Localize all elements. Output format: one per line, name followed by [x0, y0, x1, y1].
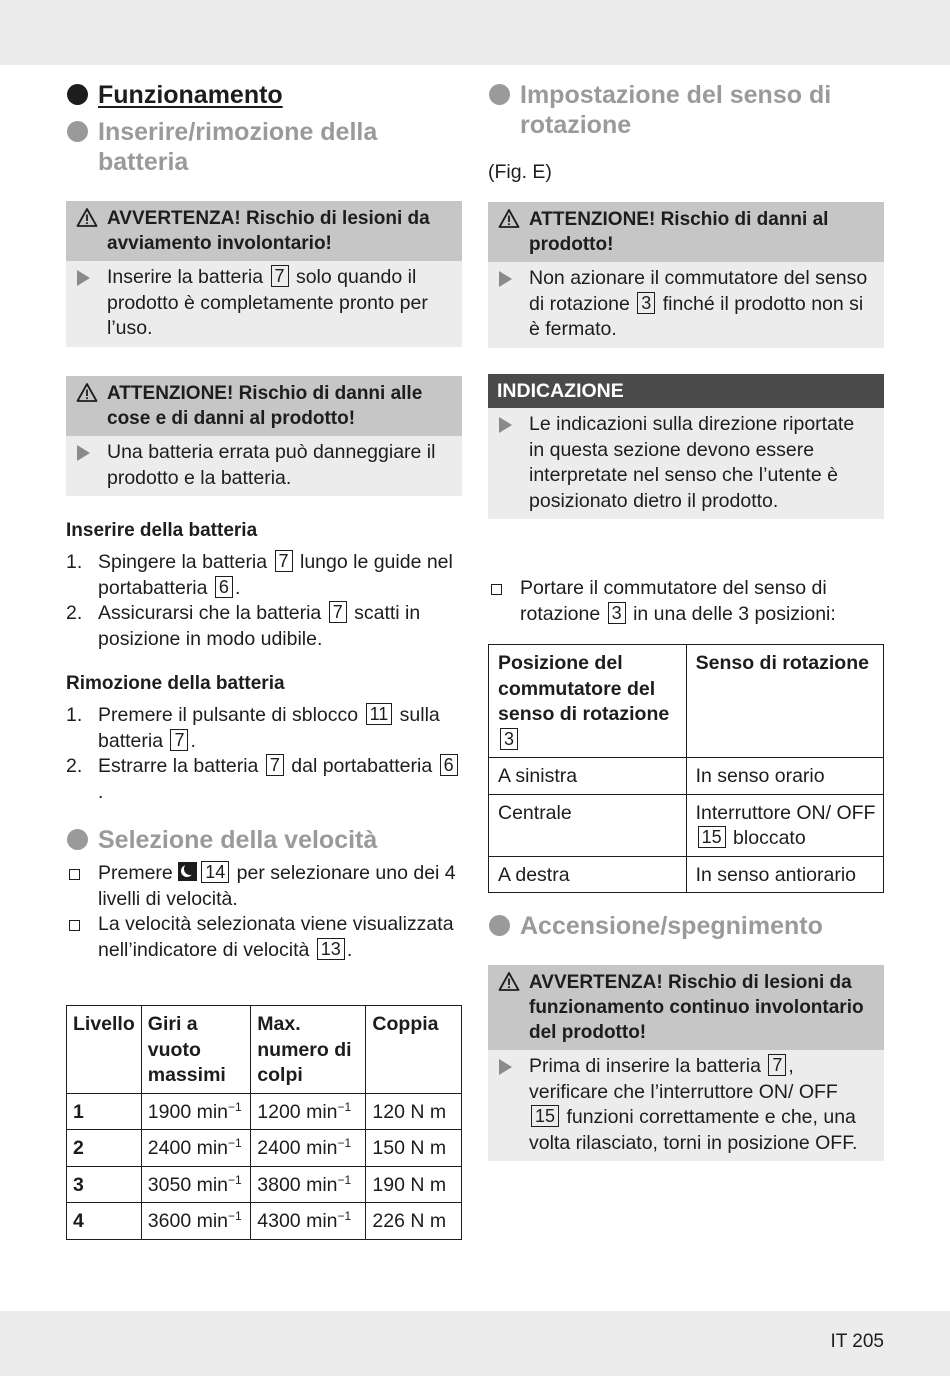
- part-reference: 3: [500, 728, 518, 750]
- section-heading-on-off: Accensione/spegnimento: [488, 911, 884, 941]
- table-cell: 3800 $\min^{-1}$: [251, 1166, 366, 1203]
- top-margin-band: [0, 0, 950, 65]
- table-cell: 4300 $\min^{-1}$: [251, 1203, 366, 1240]
- speed-table: [66, 1005, 462, 1240]
- warning-triangle-icon: [76, 207, 98, 228]
- table-cell: 2400 $\min^{-1}$: [141, 1130, 250, 1167]
- warning-triangle-icon: [498, 971, 520, 992]
- list-item: 2. Estrarre la batteria 7 dal portabatteria 6.: [66, 754, 462, 805]
- warning-box-continuous-operation: [488, 965, 884, 1161]
- table-cell: 190 N m: [366, 1166, 462, 1203]
- part-reference: 7: [266, 754, 284, 776]
- list-item: Portare il commutatore del senso di rotazione 3 in una delle 3 posizioni:: [488, 576, 884, 627]
- subheading-insert-battery: Inserire della batteria: [66, 520, 258, 541]
- warning-box-unintended-start: [66, 201, 462, 347]
- arrow-bullet-icon: [499, 1059, 512, 1075]
- remove-steps-list: [66, 703, 462, 805]
- table-header-cell: Senso di rotazione: [686, 645, 883, 758]
- list-item: 1. Premere il pulsante di sblocco 11 sulla batteria 7 .: [66, 704, 440, 752]
- warning-header: AVVERTENZA! Rischio di lesioni da funzionamento continuo involontario del prodotto!: [488, 965, 884, 1050]
- rotation-steps-list: [488, 576, 884, 627]
- table-cell: Interruttore ON/ OFF 15 bloccato: [686, 794, 883, 856]
- table-row: [67, 1130, 462, 1167]
- note-header: INDICAZIONE: [488, 374, 884, 408]
- bullet-dot-icon: [67, 121, 88, 142]
- warning-triangle-icon: [498, 208, 520, 229]
- bullet-dot-icon: [489, 915, 510, 936]
- table-cell: In senso antiorario: [686, 856, 883, 893]
- warning-body: Una batteria errata può danneggiare il prodotto e la batteria.: [66, 436, 462, 496]
- table-cell: 226 N m: [366, 1203, 462, 1240]
- table-cell: 3: [67, 1166, 142, 1203]
- insert-steps-list: [66, 550, 462, 652]
- part-reference: 3: [608, 602, 626, 624]
- table-row: [489, 758, 884, 795]
- table-row: [67, 1093, 462, 1130]
- part-reference: 6: [440, 754, 458, 776]
- table-header-cell: Livello: [67, 1006, 142, 1094]
- arrow-bullet-icon: [499, 271, 512, 287]
- list-item: Premere 14 per selezionare uno dei 4 livelli di velocità.: [66, 861, 462, 912]
- subheading-remove-battery: Rimozione della batteria: [66, 673, 285, 694]
- table-cell: A destra: [489, 856, 687, 893]
- table-header-cell: Giri a vuoto massimi: [141, 1006, 250, 1094]
- warning-header: AVVERTENZA! Rischio di lesioni da avviamento involontario!: [66, 201, 462, 261]
- table-row: [67, 1203, 462, 1240]
- figure-reference: (Fig. E): [488, 161, 552, 183]
- table-header-cell: Max. numero di colpi: [251, 1006, 366, 1094]
- list-item: 2. Assicurarsi che la batteria 7 scatti in posizione in modo udibile.: [66, 602, 421, 650]
- part-reference: 7: [170, 729, 188, 751]
- table-cell: 3050 $\min^{-1}$: [141, 1166, 250, 1203]
- speed-list: [66, 861, 462, 963]
- table-header-row: [489, 645, 884, 758]
- bullet-dot-icon: [67, 829, 88, 850]
- part-reference: 7: [275, 550, 293, 572]
- table-header-cell: Coppia: [366, 1006, 462, 1094]
- table-cell: 1: [67, 1093, 142, 1130]
- part-reference: 15: [698, 826, 726, 848]
- table-cell: 4: [67, 1203, 142, 1240]
- rotation-table: [488, 644, 884, 893]
- note-body: Le indicazioni sulla direzione riportate in questa sezione devono essere interpretate nel senso che l’utente è posizionato dietro il prodotto.: [488, 408, 884, 519]
- warning-body: Inserire la batteria 7 solo quando il prodotto è completamente pronto per l’uso.: [66, 261, 462, 347]
- warning-triangle-icon: [76, 382, 98, 403]
- section-heading-battery: Inserire/rimozione della batteria: [66, 117, 462, 177]
- table-header-row: [67, 1006, 462, 1094]
- arrow-bullet-icon: [77, 445, 90, 461]
- bottom-margin-band: [0, 1311, 950, 1376]
- part-reference: 7: [329, 601, 347, 623]
- part-reference: 13: [317, 938, 345, 960]
- warning-header: ATTENZIONE! Rischio di danni alle cose e di danni al prodotto!: [66, 376, 462, 436]
- checkbox-bullet-icon: [69, 920, 80, 931]
- checkbox-bullet-icon: [69, 869, 80, 880]
- table-cell: 1200 $\min^{-1}$: [251, 1093, 366, 1130]
- arrow-bullet-icon: [499, 417, 512, 433]
- list-item: La velocità selezionata viene visualizzata nell’indicatore di velocità 13 .: [66, 912, 462, 963]
- table-cell: 3600 $\min^{-1}$: [141, 1203, 250, 1240]
- warning-box-damage: [66, 376, 462, 496]
- section-heading-funzionamento: Funzionamento: [66, 80, 462, 110]
- part-reference: 14: [201, 861, 229, 883]
- list-item: 1. Spingere la batteria 7 lungo le guide nel portabatteria 6 .: [66, 551, 453, 599]
- part-reference: 7: [271, 265, 289, 287]
- section-heading-speed: Selezione della velocità: [66, 825, 462, 855]
- part-reference: 7: [768, 1054, 786, 1076]
- note-box: [488, 374, 884, 519]
- table-cell: In senso orario: [686, 758, 883, 795]
- bullet-dot-icon: [489, 84, 510, 105]
- bullet-dot-icon: [67, 84, 88, 105]
- section-heading-rotation: Impostazione del senso di rotazione: [488, 80, 884, 140]
- part-reference: 6: [215, 576, 233, 598]
- part-reference: 3: [637, 292, 655, 314]
- table-cell: 150 N m: [366, 1130, 462, 1167]
- speed-button-icon: [178, 862, 197, 881]
- table-row: [67, 1166, 462, 1203]
- table-row: [489, 856, 884, 893]
- page-number: IT 205: [830, 1331, 884, 1352]
- table-cell: 1900 $\min^{-1}$: [141, 1093, 250, 1130]
- warning-body: Prima di inserire la batteria 7 , verificare che l’interruttore ON/ OFF 15 funzioni correttamente e che, una volta rilasciato, torni in posizione OFF.: [488, 1050, 884, 1161]
- arrow-bullet-icon: [77, 270, 90, 286]
- table-cell: 2: [67, 1130, 142, 1167]
- table-cell: 120 N m: [366, 1093, 462, 1130]
- warning-box-rotation: [488, 202, 884, 348]
- warning-body: Non azionare il commutatore del senso di rotazione 3 finché il prodotto non si è fermato.: [488, 262, 884, 348]
- table-cell: A sinistra: [489, 758, 687, 795]
- table-cell: Centrale: [489, 794, 687, 856]
- table-cell: 2400 $\min^{-1}$: [251, 1130, 366, 1167]
- warning-header: ATTENZIONE! Rischio di danni al prodotto!: [488, 202, 884, 262]
- part-reference: 15: [531, 1105, 559, 1127]
- checkbox-bullet-icon: [491, 584, 502, 595]
- table-header-cell: Posizione del commutatore del senso di rotazione 3: [489, 645, 687, 758]
- part-reference: 11: [366, 703, 393, 725]
- table-row: [489, 794, 884, 856]
